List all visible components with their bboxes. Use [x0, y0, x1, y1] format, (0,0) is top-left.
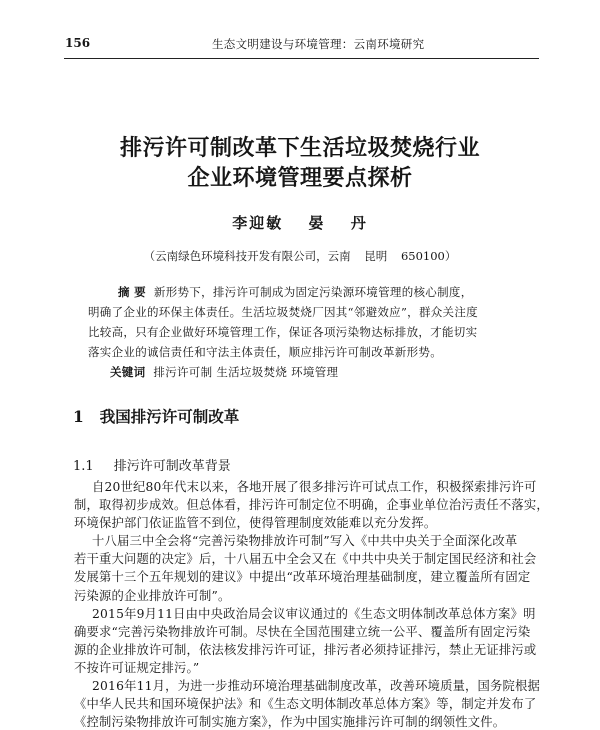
article-title-line-2: 企业环境管理要点探析 — [187, 165, 413, 191]
section-title: 我国排污许可制改革 — [99, 407, 240, 426]
body-line: 2016年11月，为进一步推动环境治理基础制度改革，改善环境质量，国务院根据 — [92, 678, 541, 693]
article-title-line-1: 排污许可制改革下生活垃圾焚烧行业 — [119, 135, 480, 161]
body-line: 环境保护部门依证监管不到位，使得管理制度效能难以充分发挥。 — [74, 516, 437, 531]
body-line: 源的企业排放许可制，依法核发排污许可证，排污者必须持证排污，禁止无证排污或 — [74, 642, 537, 657]
body-line: 制，取得初步成效。但总体看，排污许可制定位不明确，企事业单位治污责任不落实， — [74, 498, 549, 513]
keywords-line — [110, 364, 338, 380]
abstract-text: 新形势下，排污许可制成为固定污染源环境管理的核心制度， — [153, 285, 473, 299]
page-number: 156 — [65, 36, 91, 50]
body-line: 《控制污染物排放许可制实施方案》，作为中国实施排污许可制的纲领性文件。 — [74, 715, 506, 729]
affiliation: （云南绿色环境科技开发有限公司，云南 昆明 650100） — [143, 249, 457, 263]
body-line: 发展第十三个五年规划的建议》中提出“改革环境治理基础制度，建立覆盖所有固定 — [74, 570, 531, 585]
abstract-line: 比较高，只有企业做好环境管理工作，保证各项污染物达标排放，才能切实 — [88, 325, 478, 339]
body-line: 2015年9月11日由中央政治局会议审议通过的《生态文明体制改革总体方案》明 — [92, 606, 536, 621]
section-heading — [73, 405, 239, 427]
running-title: 生态文明建设与环境管理：云南环境研究 — [212, 37, 425, 51]
body-line: 若干重大问题的决定》后，十八届五中全会又在《中共中央关于制定国民经济和社会 — [74, 552, 537, 567]
section-number: 1 — [73, 407, 84, 426]
abstract-line: 落实企业的诚信责任和守法主体责任，顺应排污许可制改革新形势。 — [88, 345, 442, 359]
abstract-label: 摘 要 — [118, 285, 146, 299]
keywords-label: 关键词 — [110, 365, 146, 379]
body-line: 《中华人民共和国环境保护法》和《生态文明体制改革总体方案》等，制定并发布了 — [74, 696, 537, 711]
body-line: 污染源的企业排放许可制”。 — [74, 588, 231, 603]
authors: 李迎敏 晏 丹 — [232, 214, 368, 232]
body-line: 确要求“完善污染物排放许可制。尽快在全国范围建立统一公平、覆盖所有固定污染 — [74, 624, 531, 639]
abstract-line — [118, 284, 473, 300]
subsection-heading — [73, 455, 231, 474]
abstract-line: 明确了企业的环保主体责任。生活垃圾焚烧厂因其“邻避效应”，群众关注度 — [88, 305, 478, 319]
subsection-number: 1.1 — [73, 459, 94, 474]
body-line: 自20世纪80年代末以来，各地开展了很多排污许可试点工作，积极探索排污许可 — [92, 480, 537, 494]
header-rule — [64, 58, 539, 59]
keywords-text: 排污许可制 生活垃圾焚烧 环境管理 — [153, 365, 339, 379]
body-line: 十八届三中全会将“完善污染物排放许可制”写入《中共中央关于全面深化改革 — [92, 534, 518, 549]
subsection-title: 排污许可制改革背景 — [113, 459, 231, 474]
body-line: 不按许可证规定排污。” — [74, 660, 200, 675]
